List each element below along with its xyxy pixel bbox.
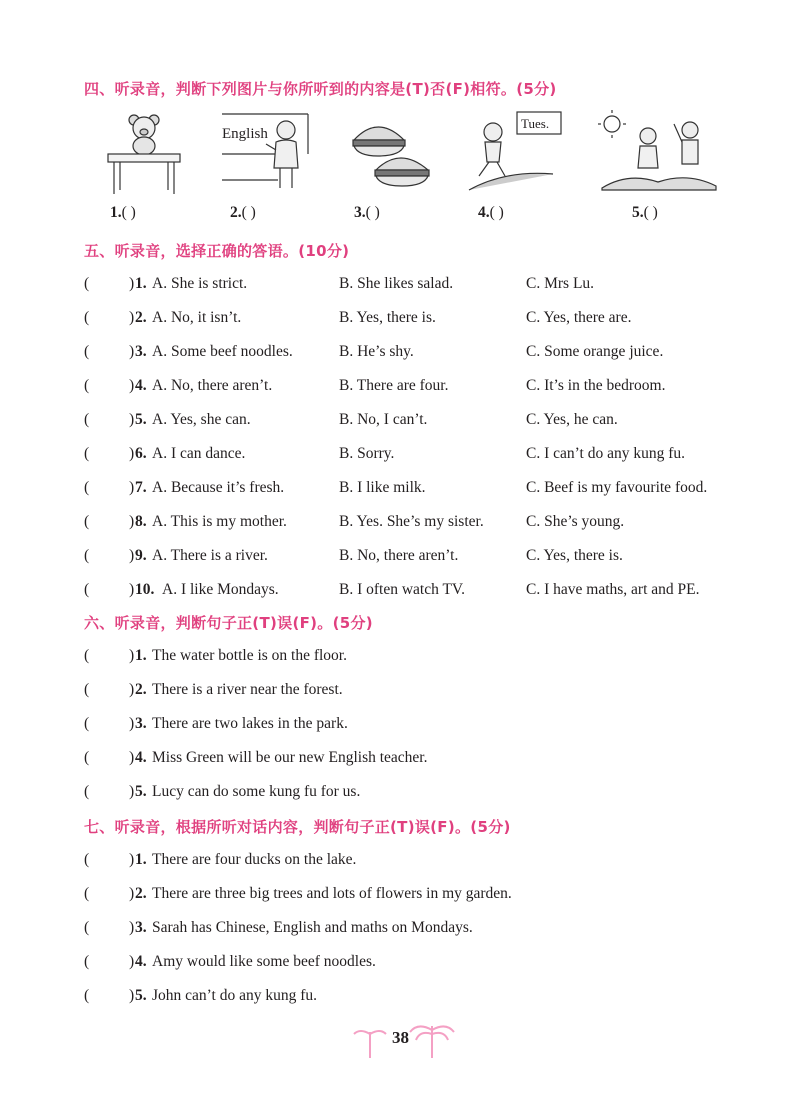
option-a: A. There is a river. <box>152 547 268 564</box>
option-c: C. Yes, he can. <box>526 411 618 428</box>
hamburgers-picture <box>348 110 434 195</box>
question-number: 5. <box>135 411 147 428</box>
option-b: B. Sorry. <box>339 445 395 462</box>
answer-paren-open[interactable]: ( <box>84 783 90 800</box>
answer-paren-close: ) <box>129 581 135 598</box>
question-number: 3. <box>135 919 147 936</box>
answer-paren-close: ) <box>129 749 135 766</box>
statement-text: There are two lakes in the park. <box>152 715 348 732</box>
answer-paren-close: ) <box>129 445 135 462</box>
option-c: C. Yes, there is. <box>526 547 623 564</box>
section-7-title: 七、听录音，根据所听对话内容，判断句子正(T)误(F)。(5分) <box>84 818 511 836</box>
question-row <box>84 445 780 467</box>
sign-text: Tues. <box>521 116 550 131</box>
answer-paren-open[interactable]: ( <box>84 987 90 1004</box>
question-number: 4. <box>135 953 147 970</box>
answer-paren-close: ) <box>129 851 135 868</box>
answer-paren-open[interactable]: ( <box>84 885 90 902</box>
answer-paren-close: ) <box>129 681 135 698</box>
option-b: B. No, I can’t. <box>339 411 428 428</box>
option-c: C. She’s young. <box>526 513 625 530</box>
option-b: B. She likes salad. <box>339 275 454 292</box>
option-c: C. Some orange juice. <box>526 343 664 360</box>
answer-paren-open[interactable]: ( <box>84 275 90 292</box>
question-number: 6. <box>135 445 147 462</box>
question-row <box>84 715 780 737</box>
option-a: A. No, it isn’t. <box>152 309 242 326</box>
option-c: C. I can’t do any kung fu. <box>526 445 685 462</box>
page-number: 38 <box>392 1028 409 1047</box>
answer-paren-open[interactable]: ( <box>84 547 90 564</box>
answer-paren-close: ) <box>129 987 135 1004</box>
option-c: C. It’s in the bedroom. <box>526 377 666 394</box>
question-number: 2. <box>135 681 147 698</box>
answer-paren-open[interactable]: ( <box>84 513 90 530</box>
answer-paren-open[interactable]: ( <box>84 343 90 360</box>
statement-text: Amy would like some beef noodles. <box>152 953 376 970</box>
option-b: B. There are four. <box>339 377 449 394</box>
option-a: A. Yes, she can. <box>152 411 251 428</box>
option-c: C. Beef is my favourite food. <box>526 479 708 496</box>
answer-paren-close: ) <box>129 411 135 428</box>
option-a: A. I can dance. <box>152 445 246 462</box>
answer-paren-open[interactable]: ( <box>84 749 90 766</box>
answer-paren-open[interactable]: ( <box>84 479 90 496</box>
question-row <box>84 953 780 975</box>
answer-paren-close: ) <box>129 885 135 902</box>
option-b: B. Yes. She’s my sister. <box>339 513 484 530</box>
answer-paren-open[interactable]: ( <box>84 681 90 698</box>
picture-5-label: 5.( ) <box>632 204 658 221</box>
question-row <box>84 885 780 907</box>
question-number: 2. <box>135 309 147 326</box>
answer-paren-open[interactable]: ( <box>84 919 90 936</box>
statement-text: There is a river near the forest. <box>152 681 343 698</box>
statement-text: Miss Green will be our new English teacher. <box>152 749 428 766</box>
statement-text: John can’t do any kung fu. <box>152 987 318 1004</box>
picture-1-label: 1.( ) <box>110 204 136 221</box>
question-row <box>84 411 780 433</box>
question-number: 2. <box>135 885 147 902</box>
question-row <box>84 851 780 873</box>
statement-text: Lucy can do some kung fu for us. <box>152 783 361 800</box>
question-number: 10. <box>135 581 155 598</box>
answer-paren-open[interactable]: ( <box>84 377 90 394</box>
question-number: 5. <box>135 987 147 1004</box>
question-row <box>84 581 780 603</box>
english-board-picture <box>218 110 313 195</box>
statement-text: The water bottle is on the floor. <box>152 647 347 664</box>
answer-paren-close: ) <box>129 953 135 970</box>
option-b: B. No, there aren’t. <box>339 547 459 564</box>
question-number: 3. <box>135 715 147 732</box>
question-row <box>84 749 780 771</box>
kids-in-sun-picture <box>598 110 718 195</box>
question-row <box>84 377 780 399</box>
answer-paren-close: ) <box>129 647 135 664</box>
question-row <box>84 987 780 1009</box>
answer-paren-open[interactable]: ( <box>84 851 90 868</box>
picture-4-label: 4.( ) <box>478 204 504 221</box>
teddy-bear-on-table-picture <box>104 110 184 195</box>
answer-paren-close: ) <box>129 783 135 800</box>
answer-paren-close: ) <box>129 309 135 326</box>
option-a: A. This is my mother. <box>152 513 287 530</box>
question-row <box>84 343 780 365</box>
question-number: 9. <box>135 547 147 564</box>
answer-paren-open[interactable]: ( <box>84 309 90 326</box>
question-row <box>84 681 780 703</box>
option-c: C. I have maths, art and PE. <box>526 581 700 598</box>
tuesday-sign-picture <box>465 110 565 195</box>
answer-paren-open[interactable]: ( <box>84 953 90 970</box>
option-a: A. Some beef noodles. <box>152 343 293 360</box>
question-number: 8. <box>135 513 147 530</box>
question-row <box>84 275 780 297</box>
question-row <box>84 647 780 669</box>
question-row <box>84 547 780 569</box>
answer-paren-close: ) <box>129 479 135 496</box>
option-a: A. I like Mondays. <box>162 581 279 598</box>
option-a: A. She is strict. <box>152 275 248 292</box>
answer-paren-open[interactable]: ( <box>84 581 90 598</box>
answer-paren-open[interactable]: ( <box>84 445 90 462</box>
question-row <box>84 783 780 805</box>
option-b: B. Yes, there is. <box>339 309 436 326</box>
question-number: 3. <box>135 343 147 360</box>
option-b: B. He’s shy. <box>339 343 414 360</box>
answer-paren-close: ) <box>129 513 135 530</box>
question-number: 4. <box>135 749 147 766</box>
question-number: 1. <box>135 275 147 292</box>
answer-paren-close: ) <box>129 919 135 936</box>
question-number: 4. <box>135 377 147 394</box>
section-5-title: 五、听录音，选择正确的答语。(10分) <box>84 242 350 260</box>
answer-paren-open[interactable]: ( <box>84 647 90 664</box>
statement-text: There are three big trees and lots of flowers in my garden. <box>152 885 512 902</box>
question-number: 7. <box>135 479 147 496</box>
question-number: 1. <box>135 647 147 664</box>
question-row <box>84 479 780 501</box>
answer-paren-close: ) <box>129 343 135 360</box>
statement-text: There are four ducks on the lake. <box>152 851 357 868</box>
section-6-title: 六、听录音，判断句子正(T)误(F)。(5分) <box>84 614 373 632</box>
option-b: B. I like milk. <box>339 479 426 496</box>
option-a: A. No, there aren’t. <box>152 377 273 394</box>
picture-3-label: 3.( ) <box>354 204 380 221</box>
option-b: B. I often watch TV. <box>339 581 465 598</box>
answer-paren-open[interactable]: ( <box>84 715 90 732</box>
board-text: English <box>222 126 268 142</box>
question-number: 1. <box>135 851 147 868</box>
option-c: C. Mrs Lu. <box>526 275 595 292</box>
option-a: A. Because it’s fresh. <box>152 479 285 496</box>
answer-paren-close: ) <box>129 547 135 564</box>
question-number: 5. <box>135 783 147 800</box>
answer-paren-open[interactable]: ( <box>84 411 90 428</box>
question-row <box>84 919 780 941</box>
statement-text: Sarah has Chinese, English and maths on Mondays. <box>152 919 473 936</box>
picture-2-label: 2.( ) <box>230 204 256 221</box>
section-4-title: 四、听录音，判断下列图片与你所听到的内容是(T)否(F)相符。(5分) <box>84 80 557 98</box>
answer-paren-close: ) <box>129 715 135 732</box>
answer-paren-close: ) <box>129 377 135 394</box>
answer-paren-close: ) <box>129 275 135 292</box>
question-row <box>84 309 780 331</box>
question-row <box>84 513 780 535</box>
option-c: C. Yes, there are. <box>526 309 632 326</box>
